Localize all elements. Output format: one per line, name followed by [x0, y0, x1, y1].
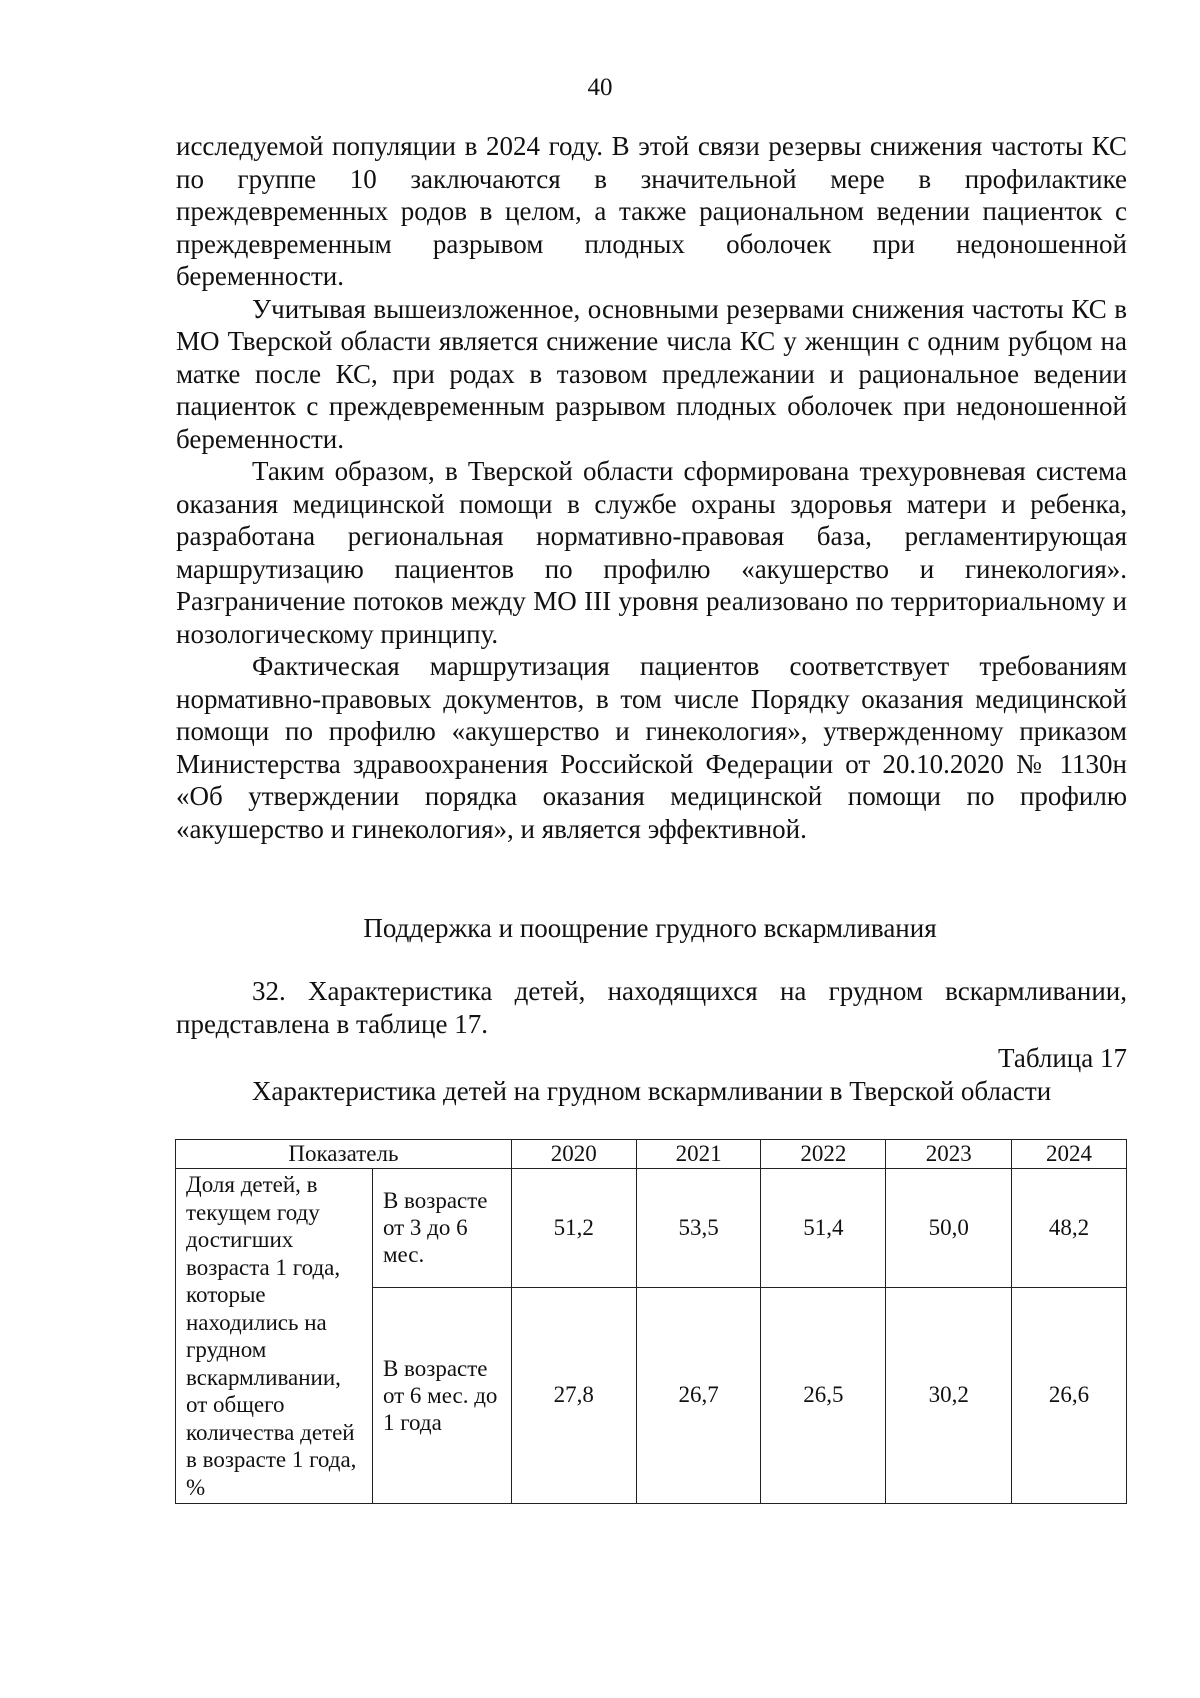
table-cell: 48,2 — [1012, 1169, 1127, 1288]
section-heading: Поддержка и поощрение грудного вскармливания — [363, 913, 937, 943]
table-caption: Характеристика детей на грудном вскармливании в Тверской области — [251, 1076, 1052, 1106]
page-number: 40 — [587, 74, 613, 101]
table-cell: 26,5 — [761, 1287, 886, 1503]
header-indicator: Показатель — [176, 1140, 512, 1169]
body-text — [176, 130, 1127, 845]
table-header-row — [176, 1140, 1127, 1169]
paragraph: Фактическая маршрутизация пациентов соответствует требованиям нормативно-правовых документов, в том числе Порядку оказания медицинской помощи по профилю «акушерство и гинекология», утвержденному приказом Министерства здравоохранения Российской Федерации от 20.10.2020 № 1130н «Об утверждении порядка оказания медицинской помощи по профилю «акушерство и гинекология», и является эффективной. — [176, 651, 1127, 844]
header-year: 2023 — [886, 1140, 1012, 1169]
header-year: 2021 — [636, 1140, 761, 1169]
paragraph: Таким образом, в Тверской области сформирована трехуровневая система оказания медицинской помощи в службе охраны здоровья матери и ребенка, разработана региональная нормативно-правовая база, регламентирующая маршрутизацию пациентов по профилю «акушерство и гинекология». Разграничение потоков между МО III уровня реализовано по территориальному и нозологическому принципу. — [176, 456, 1127, 649]
indicator-label: Доля детей, в текущем году достигших возраста 1 года, которые находились на грудном вскармливании, от общего количества детей в возрасте 1 года, % — [176, 1169, 373, 1504]
subgroup-label: В возрасте от 6 мес. до 1 года — [372, 1287, 511, 1503]
header-year: 2020 — [511, 1140, 636, 1169]
table-row — [176, 1169, 1127, 1288]
table-cell: 53,5 — [636, 1169, 761, 1288]
table-cell: 26,7 — [636, 1287, 761, 1503]
table-cell: 51,4 — [761, 1169, 886, 1288]
subgroup-label: В возрасте от 3 до 6 мес. — [372, 1169, 511, 1288]
paragraph: исследуемой популяции в 2024 году. В этой связи резервы снижения частоты КС по группе 10 заключаются в значительной мере в профилактике преждевременных родов в целом, а также рациональном ведении пациенток с преждевременным разрывом плодных оболочек при недоношенной беременности. — [176, 131, 1127, 291]
header-year: 2024 — [1012, 1140, 1127, 1169]
header-year: 2022 — [761, 1140, 886, 1169]
table-cell: 27,8 — [511, 1287, 636, 1503]
table-cell: 51,2 — [511, 1169, 636, 1288]
table-cell: 50,0 — [886, 1169, 1012, 1288]
table-cell: 30,2 — [886, 1287, 1012, 1503]
breastfeeding-table — [175, 1139, 1127, 1504]
paragraph: Учитывая вышеизложенное, основными резервами снижения частоты КС в МО Тверской области является снижение числа КС у женщин с одним рубцом на матке после КС, при родах в тазовом предлежании и рациональное ведении пациенток с преждевременным разрывом плодных оболочек при недоношенной беременности. — [176, 293, 1127, 454]
item-paragraph: 32. Характеристика детей, находящихся на грудном вскармливании, представлена в таблице 17. — [176, 976, 1127, 1039]
table-cell: 26,6 — [1012, 1287, 1127, 1503]
table-number: Таблица 17 — [998, 1043, 1127, 1073]
